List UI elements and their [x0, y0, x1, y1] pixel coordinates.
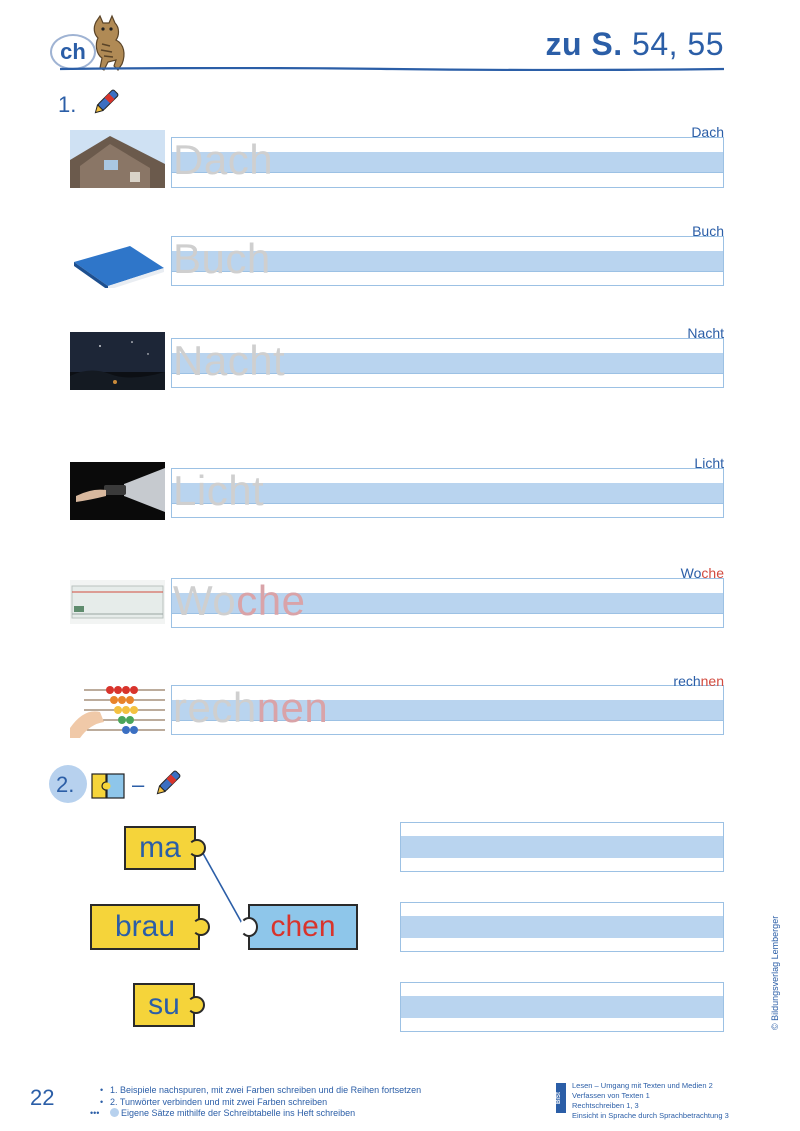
- ending-tile-chen[interactable]: [248, 904, 358, 950]
- syllable-tile-su[interactable]: [133, 983, 195, 1027]
- model-word-red: nen: [700, 673, 724, 689]
- model-word: [673, 673, 724, 689]
- optional-task-dot-icon: [110, 1108, 119, 1117]
- task-2-dash: –: [132, 772, 145, 797]
- cat-illustration: [82, 14, 130, 72]
- instruction-item: [90, 1108, 421, 1120]
- trace-word-red: che: [236, 577, 306, 624]
- model-word: Buch: [692, 223, 724, 239]
- word-row-licht: [70, 454, 724, 520]
- syllable-label: brau: [114, 910, 176, 943]
- model-word: [681, 565, 724, 581]
- copyright: © Bildungsverlag Lemberger: [770, 915, 780, 1030]
- ending-tile-notch: [240, 917, 258, 937]
- page-reference: [545, 26, 724, 63]
- syllable-tile-ma[interactable]: [124, 826, 196, 870]
- word-row-dach: [70, 122, 724, 188]
- model-word-plain: Wo: [680, 565, 702, 581]
- page-reference-prefix: zu S.: [545, 26, 623, 62]
- trace-word-plain: rech: [173, 684, 257, 731]
- instructions-list: [90, 1085, 421, 1120]
- page-number: 22: [30, 1085, 55, 1110]
- trace-word: Nacht: [173, 337, 286, 384]
- abacus-photo: [70, 678, 165, 738]
- word-row-rechnen: [70, 672, 724, 738]
- competencies-list: [572, 1081, 729, 1121]
- competency-item: Verfassen von Texten 1: [572, 1091, 650, 1100]
- instruction-item: [90, 1085, 421, 1097]
- crayon-icon: [152, 767, 184, 799]
- competency-item: Einsicht in Sprache durch Sprachbetrachtung 3: [572, 1111, 729, 1120]
- writing-lines-2-2[interactable]: [400, 902, 724, 952]
- trace-word-plain: Wo: [173, 577, 237, 624]
- instruction-text: 1. Beispiele nachspuren, mit zwei Farben schreiben und die Reihen fortsetzen: [110, 1085, 422, 1095]
- model-word-red: che: [701, 565, 724, 581]
- trace-word: Dach: [173, 136, 274, 183]
- trace-word: [173, 684, 328, 732]
- task-2-number: 2.: [56, 772, 75, 797]
- model-word-plain: rech: [673, 673, 701, 689]
- model-word: Licht: [694, 455, 724, 471]
- page-reference-pages: 54, 55: [632, 26, 724, 62]
- book-photo: [70, 232, 165, 288]
- task-1-number: 1.: [58, 92, 77, 117]
- instruction-item: [90, 1097, 421, 1109]
- syllable-label: ma: [139, 831, 181, 864]
- trace-word-red: nen: [256, 684, 329, 731]
- syllable-label: su: [148, 988, 180, 1021]
- instruction-text: Eigene Sätze mithilfe der Schreibtabelle ins Heft schreiben: [121, 1108, 356, 1118]
- trace-word: [173, 577, 305, 625]
- word-row-nacht: [70, 324, 724, 390]
- writing-lines-2-1[interactable]: [400, 822, 724, 872]
- instruction-marker: •••: [90, 1108, 100, 1118]
- trace-word: Buch: [173, 235, 271, 282]
- writing-lines-2-3[interactable]: [400, 982, 724, 1032]
- competency-item: Lesen – Umgang mit Texten und Medien 2: [572, 1081, 713, 1090]
- model-word: Nacht: [687, 325, 724, 341]
- chapter-badge-label: ch: [60, 39, 86, 64]
- roof-photo: [70, 130, 165, 188]
- night-sky-photo: [70, 332, 165, 390]
- instruction-marker: •: [100, 1096, 104, 1107]
- ending-label: chen: [270, 910, 336, 943]
- model-word: Dach: [691, 124, 724, 140]
- trace-word: Licht: [173, 467, 265, 514]
- instruction-marker: •: [100, 1085, 104, 1095]
- instruction-text: 2. Tunwörter verbinden und mit zwei Farben schreiben: [110, 1096, 328, 1107]
- competency-item: Rechtschreiben 1, 3: [572, 1101, 639, 1110]
- word-row-buch: [70, 222, 724, 288]
- syllable-tile-brau[interactable]: [90, 904, 200, 950]
- puzzle-icon: [91, 773, 125, 799]
- bist-label: BiSt: [556, 1083, 566, 1113]
- word-row-woche: [70, 564, 724, 630]
- flashlight-photo: [70, 462, 165, 520]
- crayon-icon: [90, 86, 122, 118]
- header-rule: [60, 67, 724, 71]
- calendar-photo: [70, 580, 165, 624]
